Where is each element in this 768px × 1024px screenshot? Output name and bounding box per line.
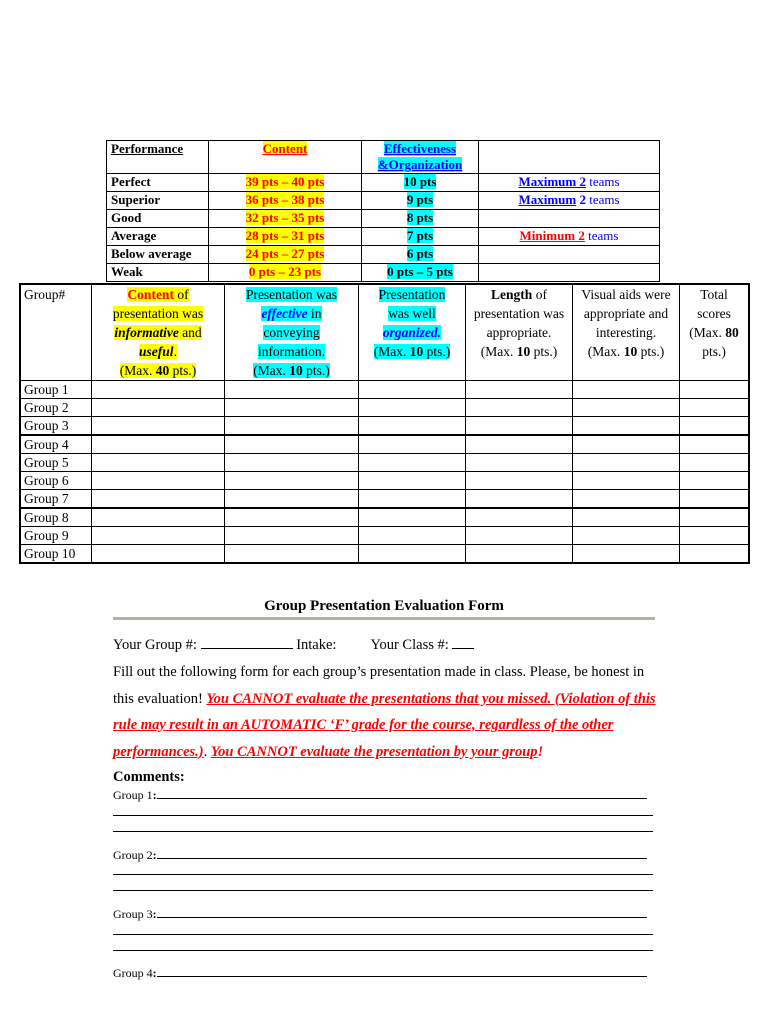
rubric-content-pts: 28 pts – 31 pts — [209, 228, 362, 246]
your-group-label: Your Group #: — [113, 637, 201, 653]
your-class-label: Your Class #: — [370, 637, 453, 653]
score-cell[interactable] — [92, 508, 225, 527]
rubric-header-performance: Performance — [107, 141, 209, 174]
rubric-level: Good — [107, 210, 209, 228]
rubric-row-superior — [107, 192, 660, 210]
score-cell[interactable] — [573, 381, 680, 399]
score-cell[interactable] — [359, 454, 466, 472]
score-cell[interactable] — [466, 508, 573, 527]
group-name-cell: Group 1 — [20, 381, 92, 399]
rubric-teams-limit: Maximum 2 teams — [479, 192, 660, 210]
group-name-cell: Group 2 — [20, 399, 92, 417]
comment-line[interactable] — [157, 965, 647, 977]
score-cell[interactable] — [573, 545, 680, 564]
score-cell[interactable] — [573, 490, 680, 509]
form-title: Group Presentation Evaluation Form — [264, 598, 504, 614]
instructions — [113, 659, 658, 765]
group-name-cell: Group 8 — [20, 508, 92, 527]
rubric-row-good — [107, 210, 660, 228]
comment-line[interactable] — [113, 831, 653, 832]
comment-line[interactable] — [113, 950, 653, 951]
score-cell[interactable] — [573, 454, 680, 472]
comment-line[interactable] — [113, 934, 653, 935]
score-cell[interactable] — [92, 435, 225, 454]
rubric-effectiveness-pts: 9 pts — [362, 192, 479, 210]
group-class-line — [113, 632, 658, 659]
score-cell[interactable] — [225, 399, 359, 417]
rubric-effectiveness-pts: 6 pts — [362, 246, 479, 264]
comment-colon: : — [152, 907, 157, 921]
score-cell[interactable] — [573, 508, 680, 527]
rubric-table — [106, 140, 660, 282]
score-table — [19, 283, 750, 564]
score-cell[interactable] — [225, 472, 359, 490]
your-group-field[interactable] — [201, 636, 293, 649]
score-cell[interactable] — [359, 490, 466, 509]
score-cell[interactable] — [225, 490, 359, 509]
score-cell[interactable] — [466, 381, 573, 399]
group-name-cell: Group 10 — [20, 545, 92, 564]
comment-group-label: Group 2 — [113, 848, 153, 862]
score-cell[interactable] — [225, 417, 359, 436]
rubric-content-pts: 32 pts – 35 pts — [209, 210, 362, 228]
score-cell[interactable] — [92, 454, 225, 472]
your-class-field[interactable] — [452, 636, 474, 649]
group-name-cell: Group 6 — [20, 472, 92, 490]
header-group-number: Group# — [20, 284, 92, 381]
table-row — [20, 435, 749, 454]
rubric-header-row — [107, 141, 660, 174]
score-cell[interactable] — [680, 545, 750, 564]
rubric-row-weak — [107, 264, 660, 282]
score-cell[interactable] — [92, 472, 225, 490]
comment-group-1 — [113, 787, 647, 803]
comment-group-label: Group 4 — [113, 966, 153, 980]
rubric-header-teams — [479, 141, 660, 174]
score-cell[interactable] — [466, 435, 573, 454]
score-cell[interactable] — [573, 435, 680, 454]
score-cell[interactable] — [466, 399, 573, 417]
score-cell[interactable] — [92, 490, 225, 509]
rubric-content-pts: 24 pts – 27 pts — [209, 246, 362, 264]
table-row — [20, 527, 749, 545]
score-cell[interactable] — [680, 527, 750, 545]
rubric-teams-limit — [479, 210, 660, 228]
rubric-effectiveness-pts: 10 pts — [362, 174, 479, 192]
instructions-sep: . — [203, 743, 211, 760]
table-row — [20, 454, 749, 472]
rubric-level: Superior — [107, 192, 209, 210]
score-cell[interactable] — [359, 508, 466, 527]
score-cell[interactable] — [92, 417, 225, 436]
score-cell[interactable] — [680, 435, 750, 454]
score-cell[interactable] — [680, 399, 750, 417]
score-cell[interactable] — [466, 545, 573, 564]
score-cell[interactable] — [225, 435, 359, 454]
score-cell[interactable] — [466, 454, 573, 472]
comment-group-3 — [113, 906, 647, 922]
score-cell[interactable] — [680, 508, 750, 527]
rubric-teams-limit: Minimum 2 teams — [479, 228, 660, 246]
score-cell[interactable] — [92, 399, 225, 417]
table-row — [20, 417, 749, 436]
comment-line[interactable] — [113, 815, 653, 816]
comment-group-2 — [113, 847, 647, 863]
header-visual-aids: Visual aids were appropriate and interesting. (Max. 10 pts.) — [573, 284, 680, 381]
rubric-effectiveness-pts: 8 pts — [362, 210, 479, 228]
rubric-level: Average — [107, 228, 209, 246]
rubric-content-pts: 39 pts – 40 pts — [209, 174, 362, 192]
rubric-row-perfect — [107, 174, 660, 192]
group-name-cell: Group 5 — [20, 454, 92, 472]
rubric-level: Perfect — [107, 174, 209, 192]
score-cell[interactable] — [680, 472, 750, 490]
header-length: Length of presentation was appropriate. (Max. 10 pts.) — [466, 284, 573, 381]
group-name-cell: Group 9 — [20, 527, 92, 545]
score-cell[interactable] — [225, 545, 359, 564]
comment-group-label: Group 1 — [113, 788, 153, 802]
score-cell[interactable] — [466, 527, 573, 545]
score-cell[interactable] — [573, 527, 680, 545]
instructions-end: ! — [537, 743, 544, 760]
instructions-warning-2: You CANNOT evaluate the presentation by your group — [210, 743, 538, 760]
rubric-level: Below average — [107, 246, 209, 264]
score-cell[interactable] — [225, 508, 359, 527]
score-cell[interactable] — [92, 381, 225, 399]
table-row — [20, 545, 749, 564]
score-cell[interactable] — [466, 490, 573, 509]
score-cell[interactable] — [359, 417, 466, 436]
score-header-row — [20, 284, 749, 381]
rubric-header-content: Content — [209, 141, 362, 174]
header-total: Total scores (Max. 80 pts.) — [680, 284, 750, 381]
comment-line[interactable] — [113, 890, 653, 891]
score-cell[interactable] — [573, 399, 680, 417]
score-cell[interactable] — [573, 472, 680, 490]
score-cell[interactable] — [92, 527, 225, 545]
score-cell[interactable] — [573, 417, 680, 436]
score-cell[interactable] — [225, 381, 359, 399]
score-cell[interactable] — [680, 490, 750, 509]
group-name-cell: Group 7 — [20, 490, 92, 509]
rubric-level: Weak — [107, 264, 209, 282]
score-body — [20, 381, 749, 564]
score-cell[interactable] — [359, 472, 466, 490]
score-cell[interactable] — [359, 399, 466, 417]
score-cell[interactable] — [466, 417, 573, 436]
score-cell[interactable] — [359, 527, 466, 545]
score-cell[interactable] — [466, 472, 573, 490]
comment-group-label: Group 3 — [113, 907, 153, 921]
instructions-text: Fill out the following form for each group’s presentation made in class. Please, be honest in this evaluation! — [113, 664, 645, 707]
score-cell[interactable] — [680, 381, 750, 399]
score-cell[interactable] — [359, 381, 466, 399]
header-effectiveness: Presentation was effective in conveying information. (Max. 10 pts.) — [225, 284, 359, 381]
rubric-row-below-average — [107, 246, 660, 264]
title-divider — [113, 617, 655, 620]
comment-group-4 — [113, 965, 647, 981]
table-row — [20, 381, 749, 399]
comments-heading: Comments: — [113, 769, 185, 785]
comment-line[interactable] — [157, 787, 647, 799]
comment-line[interactable] — [157, 847, 647, 859]
rubric-teams-limit: Maximum 2 teams — [479, 174, 660, 192]
group-name-cell: Group 3 — [20, 417, 92, 436]
header-organization: Presentation was well organized. (Max. 10 pts.) — [359, 284, 466, 381]
header-content: Content of presentation was informative and useful. (Max. 40 pts.) — [92, 284, 225, 381]
rubric-teams-limit — [479, 246, 660, 264]
comment-colon: : — [152, 848, 157, 862]
intake-label: Intake: — [292, 637, 337, 653]
group-name-cell: Group 4 — [20, 435, 92, 454]
score-cell[interactable] — [680, 454, 750, 472]
score-cell[interactable] — [225, 454, 359, 472]
score-cell[interactable] — [92, 545, 225, 564]
rubric-teams-limit — [479, 264, 660, 282]
table-row — [20, 508, 749, 527]
score-cell[interactable] — [359, 545, 466, 564]
comment-line[interactable] — [157, 906, 647, 918]
score-cell[interactable] — [359, 435, 466, 454]
table-row — [20, 399, 749, 417]
rubric-content-pts: 0 pts – 23 pts — [209, 264, 362, 282]
rubric-header-effectiveness: Effectiveness &Organization — [362, 141, 479, 174]
instructions-warning-1: You CANNOT evaluate the presentations that you missed. (Violation of this rule may result in an AUTOMATIC ‘F’ grade for the course, regardless of the other performances.) — [113, 690, 656, 760]
table-row — [20, 472, 749, 490]
score-cell[interactable] — [680, 417, 750, 436]
score-cell[interactable] — [225, 527, 359, 545]
table-row — [20, 490, 749, 509]
rubric-effectiveness-pts: 7 pts — [362, 228, 479, 246]
comment-colon: : — [152, 788, 157, 802]
rubric-effectiveness-pts: 0 pts – 5 pts — [362, 264, 479, 282]
comment-line[interactable] — [113, 874, 653, 875]
comment-colon: : — [152, 966, 157, 980]
rubric-content-pts: 36 pts – 38 pts — [209, 192, 362, 210]
rubric-row-average — [107, 228, 660, 246]
